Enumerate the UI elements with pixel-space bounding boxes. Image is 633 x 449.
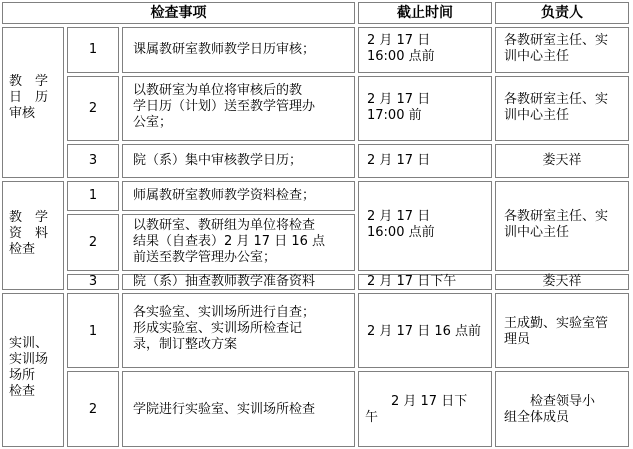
group-label-cell	[2, 27, 64, 178]
row-number: 2	[88, 101, 98, 116]
deadline-cell	[358, 371, 492, 447]
deadline-cell	[358, 293, 492, 368]
owner-text: 娄天祥	[542, 153, 582, 168]
group-label: 教 学 日 历 审核	[9, 74, 49, 121]
deadline-text: 2 月 17 日 16:00 点前	[367, 209, 435, 240]
item-cell	[122, 181, 355, 211]
owner-cell	[495, 274, 629, 290]
header-deadline: 截止时间	[397, 5, 453, 21]
row-number: 2	[88, 402, 98, 417]
owner-cell	[495, 293, 629, 368]
row-number: 3	[88, 274, 98, 289]
header-item-cell	[2, 2, 355, 24]
deadline-text: 2 月 17 日 16 点前	[367, 324, 482, 339]
deadline-text: 2 月 17 日 16:00 点前	[367, 33, 435, 64]
owner-cell	[495, 371, 629, 447]
deadline-text: 2 月 17 日 17:00 前	[367, 92, 431, 123]
deadline-text: 2 月 17 日下午	[367, 274, 457, 289]
header-item: 检查事项	[150, 5, 207, 21]
item-text: 学院进行实验室、实训场所检查	[133, 402, 316, 417]
owner-text: 娄天祥	[542, 274, 582, 289]
row-number-cell	[67, 214, 119, 271]
row-number-cell	[67, 181, 119, 211]
item-text: 以教研室为单位将审核后的教 学日历（计划）送至教学管理办 公室；	[133, 83, 316, 130]
owner-cell	[495, 181, 629, 271]
row-number: 1	[88, 324, 98, 339]
row-number-cell	[67, 76, 119, 141]
group-label: 实训、 实训场 场所 检查	[9, 336, 49, 399]
row-number: 3	[88, 153, 98, 168]
row-number-cell	[67, 144, 119, 178]
owner-cell	[495, 27, 629, 73]
item-text: 以教研室、教研组为单位将检查 结果（自查表）2 月 17 日 16 点 前送至教学管理办公室；	[133, 218, 326, 265]
row-number: 1	[88, 42, 98, 57]
item-cell	[122, 214, 355, 271]
owner-text: 各教研室主任、实 训中心主任	[504, 92, 609, 123]
row-number-cell	[67, 293, 119, 368]
owner-text: 检查领导小 组全体成员	[504, 394, 596, 425]
item-cell	[122, 274, 355, 290]
owner-text: 各教研室主任、实 训中心主任	[504, 209, 609, 240]
group-label: 教 学 资 料 检查	[9, 210, 49, 257]
group-label-cell	[2, 293, 64, 447]
header-owner-cell	[495, 2, 629, 24]
deadline-cell	[358, 144, 492, 178]
item-text: 院（系）抽查教师教学准备资料	[133, 274, 316, 289]
row-number: 1	[88, 188, 98, 203]
row-number: 2	[88, 235, 98, 250]
deadline-cell	[358, 76, 492, 141]
deadline-cell	[358, 274, 492, 290]
group-label-cell	[2, 181, 64, 290]
item-cell	[122, 144, 355, 178]
deadline-cell	[358, 27, 492, 73]
item-text: 师属教研室教师教学资料检查；	[133, 188, 316, 203]
deadline-cell	[358, 181, 492, 271]
row-number-cell	[67, 371, 119, 447]
owner-text: 各教研室主任、实 训中心主任	[504, 33, 609, 64]
deadline-text: 2 月 17 日	[367, 153, 431, 168]
item-text: 院（系）集中审核教学日历；	[133, 153, 303, 168]
item-cell	[122, 27, 355, 73]
owner-cell	[495, 76, 629, 141]
item-text: 课属教研室教师教学日历审核；	[133, 42, 316, 57]
row-number-cell	[67, 274, 119, 290]
item-cell	[122, 293, 355, 368]
deadline-text: 2 月 17 日下 午	[365, 394, 468, 425]
header-owner: 负责人	[541, 5, 583, 21]
owner-text: 王成勤、实验室管 理员	[504, 316, 609, 347]
owner-cell	[495, 144, 629, 178]
item-cell	[122, 371, 355, 447]
header-deadline-cell	[358, 2, 492, 24]
item-text: 各实验室、实训场所进行自查； 形成实验室、实训场所检查记 录，制订整改方案	[133, 305, 316, 352]
row-number-cell	[67, 27, 119, 73]
item-cell	[122, 76, 355, 141]
